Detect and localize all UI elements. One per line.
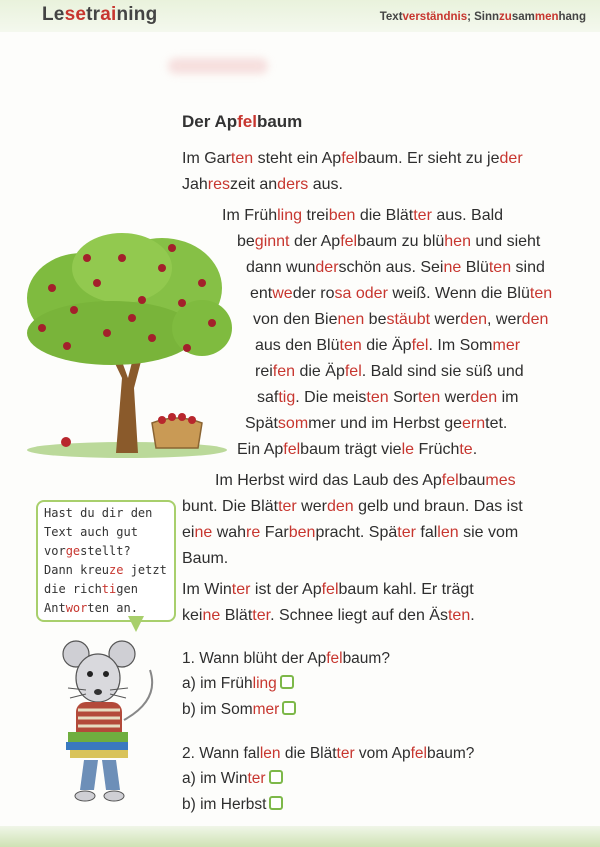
topic-label: Textverständnis; Sinnzusammenhang	[379, 11, 586, 23]
text-line: entweder rosa oder weiß. Wenn die Blüten	[250, 285, 553, 302]
answer-checkbox[interactable]	[280, 675, 294, 689]
speech-bubble-tail	[128, 616, 144, 632]
text-line: eine wahre Farbenpracht. Später fallen sie vom	[182, 524, 519, 541]
text-line: Spätsommer und im Herbst geerntet.	[245, 415, 508, 432]
footer-band	[0, 826, 600, 847]
text-line: von den Bienen bestäubt werden, werden	[253, 311, 549, 328]
speech-line: Text auch gut	[44, 525, 138, 539]
faded-marking	[168, 58, 268, 74]
text-line: Jahreszeit anders aus.	[182, 176, 343, 193]
question-1: 1. Wann blüht der Apfelbaum?	[182, 650, 390, 667]
question-2: 2. Wann fallen die Blätter vom Apfelbaum?	[182, 745, 475, 762]
story-title: Der Apfelbaum	[182, 112, 303, 131]
answer-option-1b[interactable]: b) im Sommer	[182, 701, 296, 719]
answer-option-2a[interactable]: a) im Winter	[182, 770, 283, 788]
series-title: Lesetraining	[42, 4, 158, 25]
speech-line: Dann kreuze jetzt	[44, 563, 167, 577]
speech-line: Hast du dir den	[44, 506, 153, 520]
text-line: aus den Blüten die Äpfel. Im Sommer	[255, 337, 521, 354]
answer-checkbox[interactable]	[282, 701, 296, 715]
text-line: keine Blätter. Schnee liegt auf den Ästen.	[182, 607, 475, 624]
answer-option-1a[interactable]: a) im Frühling	[182, 675, 294, 693]
speech-line: vorgestellt?	[44, 544, 131, 558]
speech-line: die richtigen	[44, 582, 138, 596]
mouse-reading-illustration	[40, 640, 170, 815]
answer-checkbox[interactable]	[269, 796, 283, 810]
text-line: Ein Apfelbaum trägt viele Früchte.	[237, 441, 478, 458]
answer-checkbox[interactable]	[269, 770, 283, 784]
text-line: dann wunderschön aus. Seine Blüten sind	[246, 259, 545, 276]
text-line: saftig. Die meisten Sorten werden im	[257, 389, 519, 406]
text-line: Im Herbst wird das Laub des Apfelbaumes	[215, 472, 516, 489]
apple-tree-illustration	[12, 228, 242, 458]
text-line: Im Winter ist der Apfelbaum kahl. Er trägt	[182, 581, 474, 598]
answer-option-2b[interactable]: b) im Herbst	[182, 796, 283, 814]
text-line: reifen die Äpfel. Bald sind sie süß und	[255, 363, 524, 380]
text-line: Im Garten steht ein Apfelbaum. Er sieht zu jeder	[182, 150, 523, 167]
text-line: bunt. Die Blätter werden gelb und braun. Das ist	[182, 498, 523, 515]
text-line: Im Frühling treiben die Blätter aus. Bald	[222, 207, 504, 224]
text-line: Baum.	[182, 550, 229, 567]
text-line: beginnt der Apfelbaum zu blühen und sieht	[237, 233, 541, 250]
speech-line: Antworten an.	[44, 601, 138, 615]
